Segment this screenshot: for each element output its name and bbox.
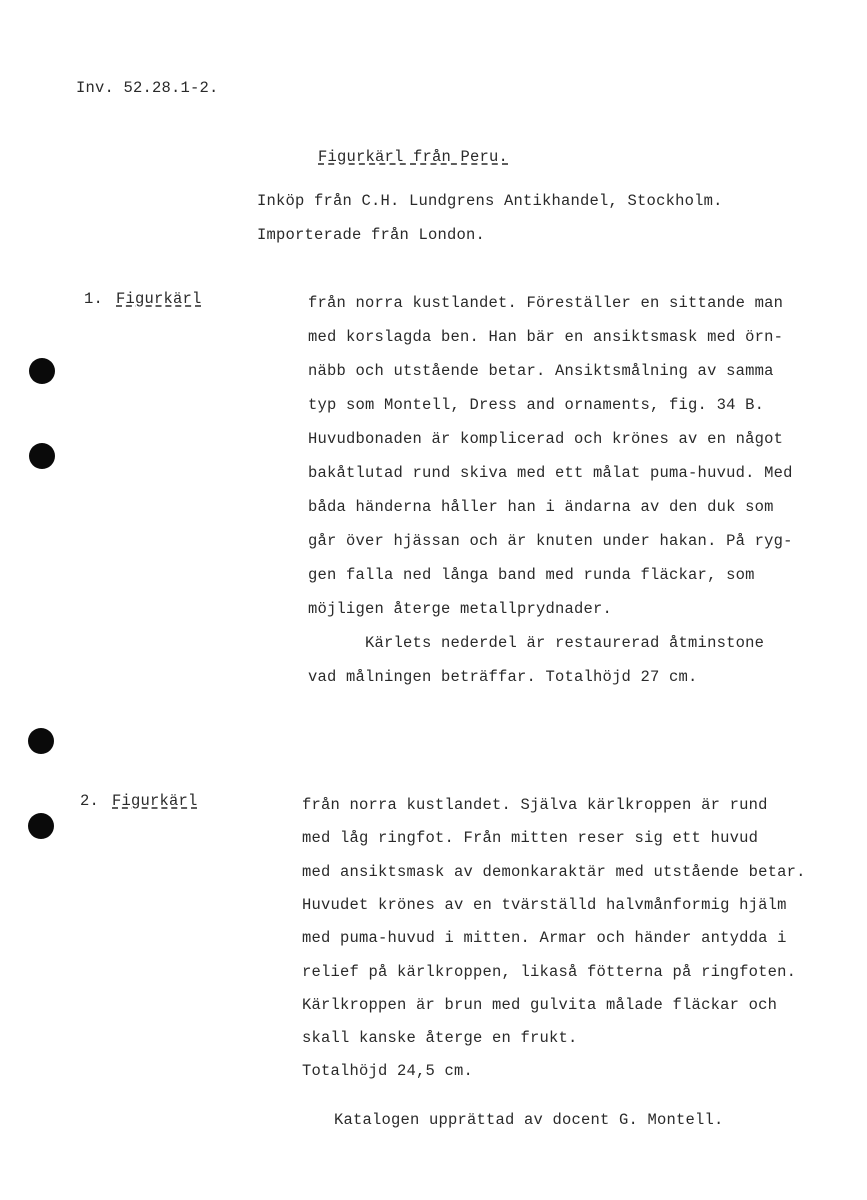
- punch-hole: [28, 728, 54, 754]
- item1-line: gen falla ned långa band med runda fläckar, som: [308, 566, 755, 584]
- item2-line: från norra kustlandet. Själva kärlkroppen är rund: [302, 796, 768, 814]
- document-title: Figurkärl från Peru.: [318, 148, 509, 166]
- import-line: Importerade från London.: [257, 226, 486, 244]
- item1-line: möjligen återge metallprydnader.: [308, 600, 613, 618]
- item1-line: Huvudbonaden är komplicerad och krönes av en något: [308, 430, 784, 448]
- item1-line: från norra kustlandet. Föreställer en sittande man: [308, 294, 784, 312]
- item1-line: bakåtlutad rund skiva med ett målat puma-huvud. Med: [308, 464, 793, 482]
- item1-line: näbb och utstående betar. Ansiktsmålning av samma: [308, 362, 774, 380]
- item2-line: Totalhöjd 24,5 cm.: [302, 1062, 474, 1081]
- purchase-line: Inköp från C.H. Lundgrens Antikhandel, Stockholm.: [257, 192, 723, 210]
- item1-label: Figurkärl: [116, 290, 202, 308]
- punch-hole: [29, 358, 55, 384]
- item2-number: 2.: [80, 792, 100, 810]
- item1-number: 1.: [84, 290, 104, 308]
- item2-line: relief på kärlkroppen, likaså fötterna på ringfoten.: [302, 962, 797, 981]
- item2-line: med ansiktsmask av demonkaraktär med utstående betar.: [302, 862, 806, 881]
- item1-line: båda händerna håller han i ändarna av den duk som: [308, 498, 774, 516]
- item1-line: vad målningen beträffar. Totalhöjd 27 cm.: [308, 668, 698, 686]
- item1-line: Kärlets nederdel är restaurerad åtminstone: [308, 634, 765, 652]
- item2-label: Figurkärl: [112, 792, 198, 810]
- inventory-number: Inv. 52.28.1-2.: [76, 79, 219, 97]
- item2-line: med puma-huvud i mitten. Armar och händer antydda i: [302, 929, 787, 948]
- punch-hole: [29, 443, 55, 469]
- item2-line: skall kanske återge en frukt.: [302, 1029, 578, 1048]
- signature-line: Katalogen upprättad av docent G. Montell.: [334, 1111, 724, 1129]
- punch-hole: [28, 813, 54, 839]
- item1-line: går över hjässan och är knuten under hakan. På ryg-: [308, 532, 793, 550]
- item2-line: med låg ringfot. Från mitten reser sig ett huvud: [302, 829, 759, 848]
- item1-line: med korslagda ben. Han bär en ansiktsmask med örn-: [308, 328, 784, 346]
- item2-line: Kärlkroppen är brun med gulvita målade fläckar och: [302, 995, 778, 1014]
- item2-line: Huvudet krönes av en tvärställd halvmånformig hjälm: [302, 895, 787, 914]
- item1-line: typ som Montell, Dress and ornaments, fig. 34 B.: [308, 396, 765, 414]
